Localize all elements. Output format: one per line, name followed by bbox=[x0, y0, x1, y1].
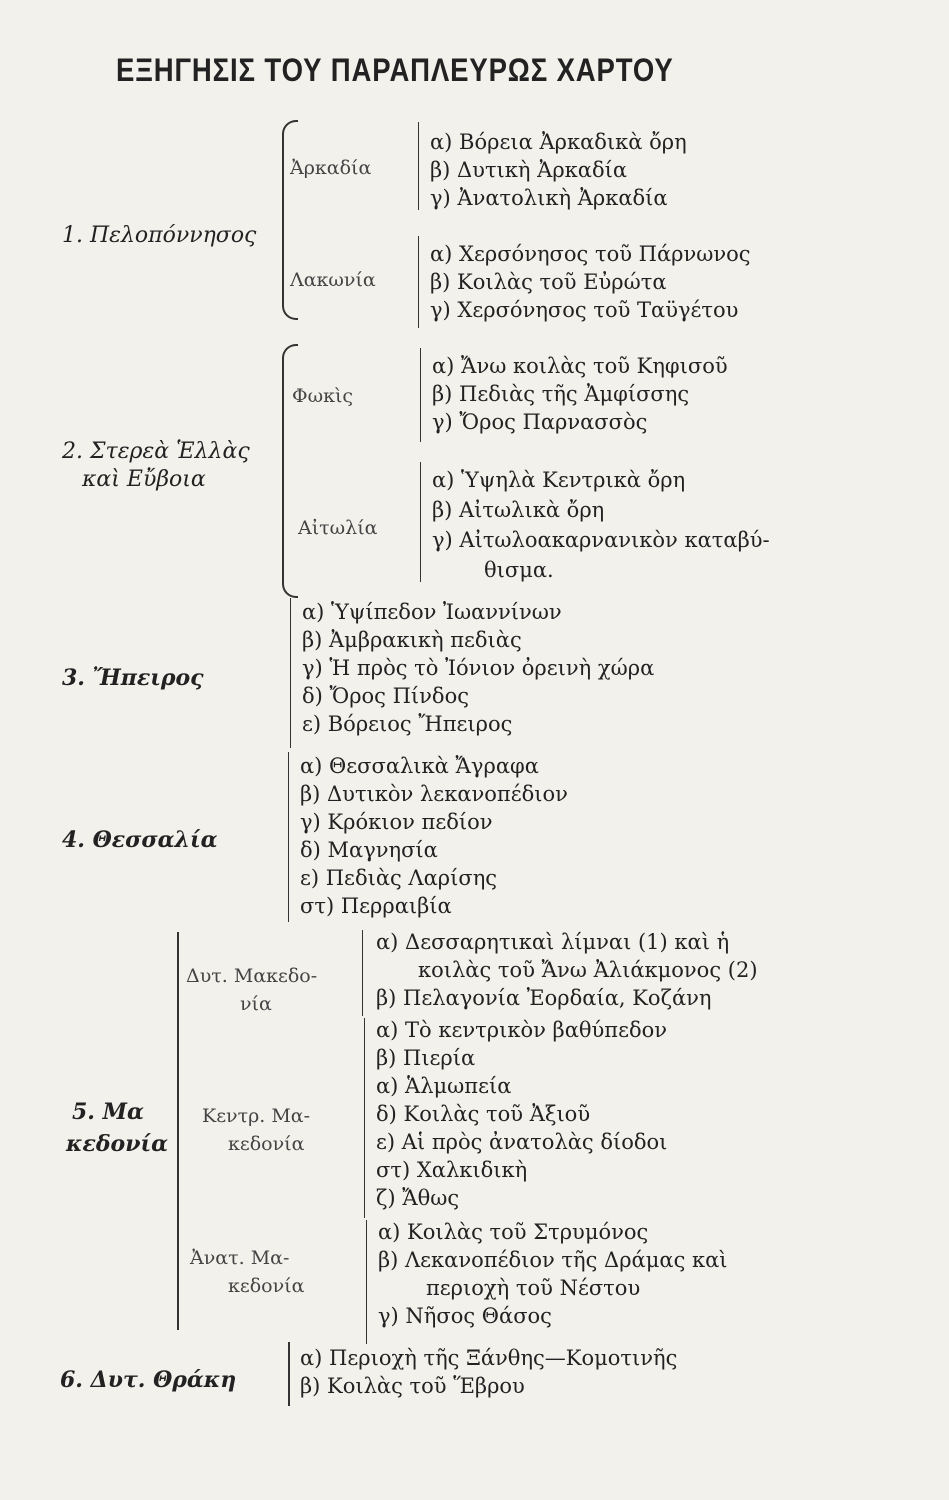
list-item: β) Δυτικὴ Ἀρκαδία bbox=[430, 158, 628, 182]
list-item: στ) Χαλκιδικὴ bbox=[376, 1158, 528, 1182]
list-item: α) Ὑψίπεδον Ἰωαννίνων bbox=[302, 600, 562, 624]
subregion-arkadia: Ἀρκαδία bbox=[290, 157, 372, 179]
list-item: β) Πεδιὰς τῆς Ἀμφίσσης bbox=[432, 382, 690, 406]
list-item: β) Πιερία bbox=[376, 1046, 476, 1070]
list-item: ε) Βόρειος Ἤπειρος bbox=[302, 712, 513, 736]
list-item: στ) Περραιβία bbox=[300, 894, 452, 918]
region-label-sterea: 2. Στερεὰ Ἑλλὰς bbox=[62, 439, 250, 464]
list-item: δ) Κοιλὰς τοῦ Ἀξιοῦ bbox=[376, 1102, 591, 1126]
brace-epirus bbox=[290, 598, 291, 748]
list-item: γ) Νῆσος Θάσος bbox=[378, 1304, 552, 1328]
list-item: δ) Ὄρος Πίνδος bbox=[302, 684, 469, 708]
list-item: α) Κοιλὰς τοῦ Στρυμόνος bbox=[378, 1220, 649, 1244]
list-item: α) Βόρεια Ἀρκαδικὰ ὄρη bbox=[430, 130, 687, 154]
brace-kentr-makedonia bbox=[364, 1018, 365, 1218]
list-item: β) Ἀμβρακικὴ πεδιὰς bbox=[302, 628, 522, 652]
list-item: γ) Ἡ πρὸς τὸ Ἰόνιον ὀρεινὴ χώρα bbox=[302, 656, 655, 680]
list-item: γ) Κρόκιον πεδίον bbox=[300, 810, 493, 834]
subregion-dyt-makedonia: Δυτ. Μακεδο- bbox=[186, 965, 318, 987]
list-item: α) Χερσόνησος τοῦ Πάρνωνος bbox=[430, 242, 751, 266]
list-item: β) Λεκανοπέδιον τῆς Δράμας καὶ bbox=[378, 1248, 728, 1272]
list-item: ζ) Ἄθως bbox=[376, 1186, 460, 1210]
list-item: α) Θεσσαλικὰ Ἄγραφα bbox=[300, 754, 539, 778]
list-item: β) Κοιλὰς τοῦ Ἕβρου bbox=[300, 1374, 525, 1398]
brace-thessaly bbox=[288, 752, 289, 922]
list-item: δ) Μαγνησία bbox=[300, 838, 438, 862]
list-item: γ) Ἀνατολικὴ Ἀρκαδία bbox=[430, 186, 668, 210]
list-item: κοιλὰς τοῦ Ἄνω Ἀλιάκμονος (2) bbox=[418, 958, 758, 982]
list-item: ε) Αἱ πρὸς ἀνατολὰς δίοδοι bbox=[376, 1130, 668, 1154]
subregion-aitolia: Αἰτωλία bbox=[298, 517, 378, 539]
subregion-lakonia: Λακωνία bbox=[290, 269, 376, 291]
list-item: β) Πελαγονία Ἐορδαία, Κοζάνη bbox=[376, 986, 712, 1010]
list-item: γ) Ὄρος Παρνασσὸς bbox=[432, 410, 648, 434]
region-label-thrace: 6. Δυτ. Θράκη bbox=[60, 1367, 237, 1393]
region-label-sterea-2: καὶ Εὔβοια bbox=[82, 467, 206, 492]
brace-anat-makedonia bbox=[366, 1220, 367, 1344]
region-label-peloponnese: 1. Πελοπόννησος bbox=[62, 223, 257, 248]
region-label-macedonia-2: κεδονία bbox=[66, 1131, 169, 1157]
subregion-anat-makedonia-2: κεδονία bbox=[228, 1275, 305, 1297]
brace-aitolia bbox=[420, 462, 421, 582]
list-item: α) Περιοχὴ τῆς Ξάνθης—Κομοτινῆς bbox=[300, 1346, 678, 1370]
list-item: α) Ὑψηλὰ Κεντρικὰ ὄρη bbox=[432, 468, 686, 492]
brace-dyt-makedonia bbox=[362, 930, 363, 1016]
brace-macedonia bbox=[177, 932, 179, 1330]
brace-lakonia bbox=[418, 236, 419, 328]
subregion-kentr-makedonia: Κεντρ. Μα- bbox=[202, 1105, 311, 1127]
list-item: β) Αἰτωλικὰ ὄρη bbox=[432, 498, 605, 522]
subregion-kentr-makedonia-2: κεδονία bbox=[228, 1133, 305, 1155]
list-item: α) Ἁλμωπεία bbox=[376, 1074, 512, 1098]
brace-thrace bbox=[288, 1342, 290, 1406]
list-item: περιοχὴ τοῦ Νέστου bbox=[426, 1276, 641, 1300]
list-item: α) Τὸ κεντρικὸν βαθύπεδον bbox=[376, 1018, 668, 1042]
page-title: ΕΞΗΓΗΣΙΣ ΤΟΥ ΠΑΡΑΠΛΕΥΡΩΣ ΧΑΡΤΟΥ bbox=[116, 52, 674, 88]
brace-arkadia bbox=[418, 122, 419, 210]
list-item: β) Κοιλὰς τοῦ Εὐρώτα bbox=[430, 270, 667, 294]
list-item: ε) Πεδιὰς Λαρίσης bbox=[300, 866, 498, 890]
subregion-dyt-makedonia-2: νία bbox=[240, 993, 272, 1015]
list-item: θισμα. bbox=[484, 558, 554, 582]
brace-fokis bbox=[420, 348, 421, 442]
region-label-epirus: 3. Ἤπειρος bbox=[62, 665, 204, 691]
list-item: β) Δυτικὸν λεκανοπέδιον bbox=[300, 782, 568, 806]
list-item: α) Ἄνω κοιλὰς τοῦ Κηφισοῦ bbox=[432, 354, 728, 378]
region-label-thessaly: 4. Θεσσαλία bbox=[62, 827, 218, 853]
region-label-macedonia: 5. Μα bbox=[72, 1099, 144, 1125]
list-item: γ) Χερσόνησος τοῦ Ταϋγέτου bbox=[430, 298, 739, 322]
list-item: α) Δεσσαρητικαὶ λίμναι (1) καὶ ἡ bbox=[376, 930, 730, 954]
subregion-fokis: Φωκὶς bbox=[292, 385, 354, 407]
list-item: γ) Αἰτωλοακαρνανικὸν καταβύ- bbox=[432, 528, 770, 552]
subregion-anat-makedonia: Ἀνατ. Μα- bbox=[190, 1247, 290, 1269]
